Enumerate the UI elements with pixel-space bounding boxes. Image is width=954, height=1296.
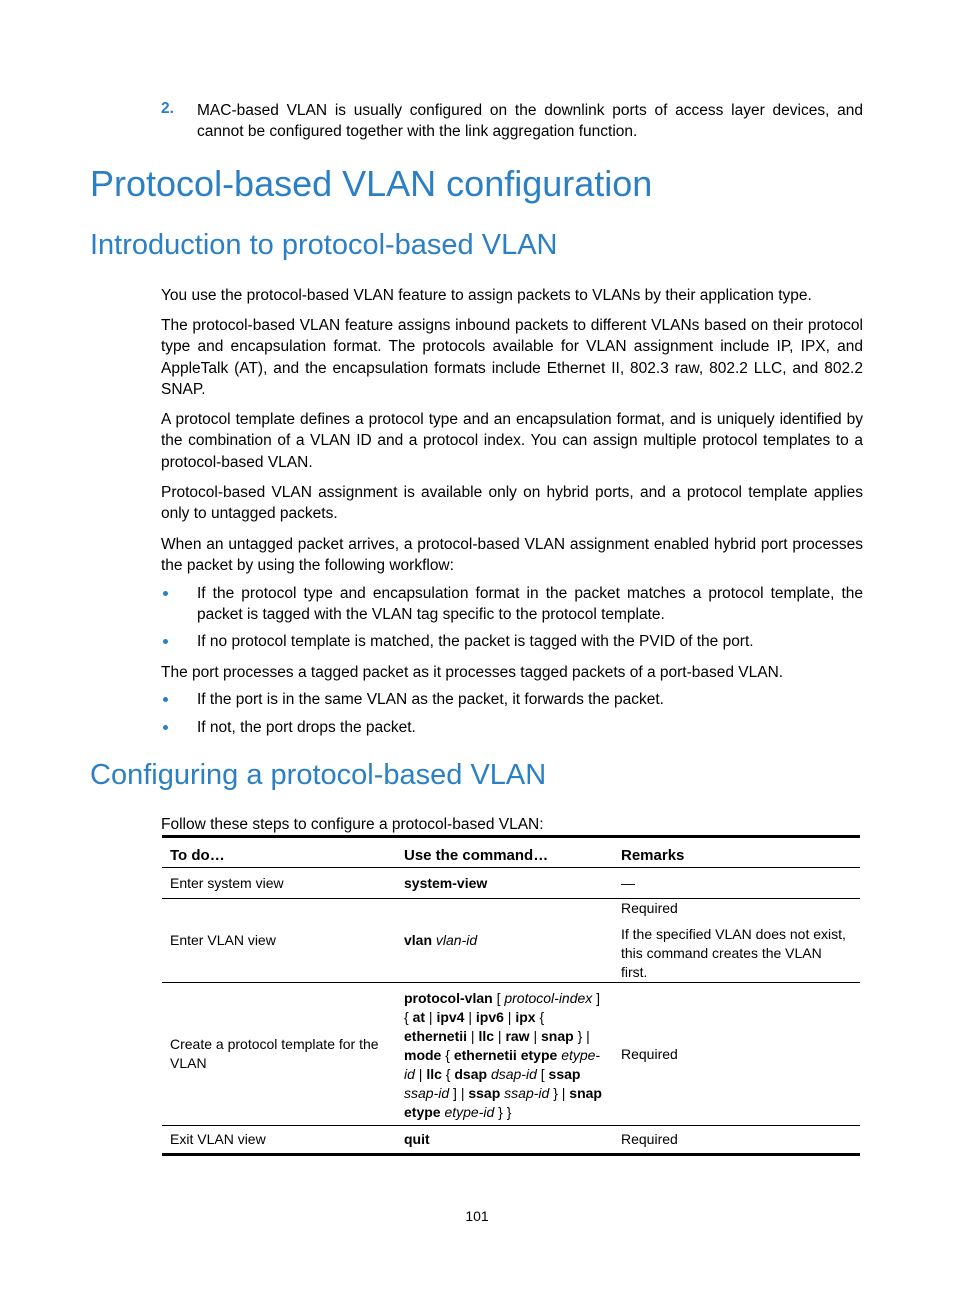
cell-command: quit bbox=[404, 1131, 430, 1147]
cell-remarks: Required bbox=[613, 983, 860, 1126]
table-header-command: Use the command… bbox=[396, 837, 613, 868]
table-row bbox=[162, 983, 860, 1126]
table-row bbox=[162, 899, 860, 983]
intro-paragraph-4: Protocol-based VLAN assignment is available only on hybrid ports, and a protocol template applies only to untagged packets. bbox=[161, 484, 863, 523]
cell-remarks: — bbox=[613, 868, 860, 899]
bullet-item: If the port is in the same VLAN as the packet, it forwards the packet. bbox=[197, 691, 664, 708]
cell-remarks bbox=[613, 899, 860, 983]
bullet-icon bbox=[163, 697, 168, 702]
bullet-item: If no protocol template is matched, the packet is tagged with the PVID of the port. bbox=[197, 633, 754, 650]
page-title: Protocol-based VLAN configuration bbox=[90, 163, 653, 204]
bullet-item: If the protocol type and encapsulation format in the packet matches a protocol template, the packet is tagged with the VLAN tag specific to the protocol template. bbox=[197, 585, 863, 624]
remarks-required: Required bbox=[621, 900, 678, 916]
section-heading-configuring: Configuring a protocol-based VLAN bbox=[90, 759, 547, 791]
intro-paragraph-6: The port processes a tagged packet as it processes tagged packets of a port-based VLAN. bbox=[161, 664, 784, 681]
list-number: 2. bbox=[161, 100, 174, 117]
cell-command: protocol-vlan [ protocol-index ] { at | ipv4 | ipv6 | ipx { ethernetii | llc | raw | snap } | mode { ethernetii etype etype-id | llc { dsap dsap-id [ ssap ssap-id ] | ssap ssap-id } | snap etype etype-id } } bbox=[396, 983, 613, 1126]
config-lead-text: Follow these steps to configure a protocol-based VLAN: bbox=[161, 816, 544, 833]
bullet-icon bbox=[163, 591, 168, 596]
table-header-remarks: Remarks bbox=[613, 837, 860, 868]
intro-paragraph-5: When an untagged packet arrives, a protocol-based VLAN assignment enabled hybrid port processes the packet by using the following workflow: bbox=[161, 536, 863, 575]
intro-paragraph-2: The protocol-based VLAN feature assigns inbound packets to different VLANs based on their protocol type and encapsulation format. The protocols available for VLAN assignment include IP, IPX, and AppleTalk (AT), and the encapsulation formats include Ethernet II, 802.3 raw, 802.2 LLC, and 802.2 SNAP. bbox=[161, 317, 863, 398]
cell-todo: Create a protocol template for the VLAN bbox=[162, 983, 396, 1126]
cell-todo: Exit VLAN view bbox=[170, 1131, 266, 1147]
cell-todo: Enter system view bbox=[162, 868, 396, 899]
cell-remarks: Required bbox=[621, 1131, 678, 1147]
bullet-icon bbox=[163, 639, 168, 644]
bullet-icon bbox=[163, 725, 168, 730]
page-number: 101 bbox=[465, 1208, 489, 1224]
intro-paragraph-1: You use the protocol-based VLAN feature to assign packets to VLANs by their application type. bbox=[161, 287, 812, 304]
section-heading-introduction: Introduction to protocol-based VLAN bbox=[90, 229, 558, 261]
table-row bbox=[162, 1126, 860, 1155]
intro-paragraph-3: A protocol template defines a protocol type and an encapsulation format, and is uniquely identified by the combination of a VLAN ID and a protocol index. You can assign multiple protocol templates to a protocol-based VLAN. bbox=[161, 411, 863, 471]
command-table bbox=[162, 835, 860, 1156]
cell-command: vlan vlan-id bbox=[396, 899, 613, 983]
table-header-row bbox=[162, 837, 860, 868]
remarks-note: If the specified VLAN does not exist, this command creates the VLAN first. bbox=[621, 926, 846, 980]
bullet-item: If not, the port drops the packet. bbox=[197, 719, 416, 736]
cell-command: system-view bbox=[396, 868, 613, 899]
table-row bbox=[162, 868, 860, 899]
cell-todo: Enter VLAN view bbox=[162, 899, 396, 983]
intro-item-text: MAC-based VLAN is usually configured on the downlink ports of access layer devices, and cannot be configured together with the link aggregation function. bbox=[197, 102, 863, 141]
table-header-todo: To do… bbox=[162, 837, 396, 868]
